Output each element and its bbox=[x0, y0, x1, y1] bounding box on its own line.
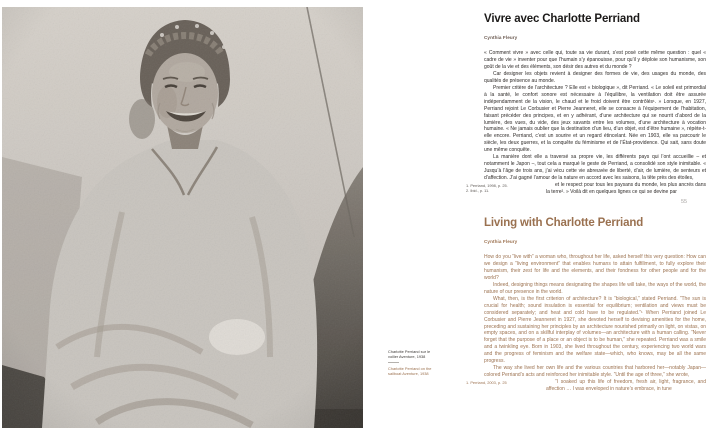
english-paragraph: The way she lived her own life and the various countries that harbored her—notably Japan—colored Perriand’s acts and reinforced her inimitable style. “Until the age of three,” she wrote, bbox=[484, 365, 706, 379]
footnote: 2. Ibid., p. 11. bbox=[466, 188, 490, 194]
right-page bbox=[363, 0, 720, 436]
french-body bbox=[466, 50, 706, 196]
photo-charlotte-perriand bbox=[2, 7, 363, 428]
french-lastrow bbox=[466, 182, 706, 196]
caption-divider bbox=[388, 362, 399, 363]
english-author: Cynthia Fleury bbox=[484, 239, 518, 244]
footnote: 1. Perriand, 2003, p. 25 bbox=[466, 380, 507, 386]
english-paragraph-continued: “I soaked up this life of freedom, fresh air, light, fragrance, and affection … I was enveloped in nature’s embrace, in tune bbox=[546, 379, 706, 393]
french-section bbox=[466, 12, 706, 196]
french-paragraph: Premier critère de l’architecture ? Elle est « biologique », dit Perriand. « Le soleil est primordial à la santé, le confort sonore est nécessaire à l’équilibre, la ventilation doit être assurée indépendamment de la vision, le chaud et le froid doivent être contrôlés¹. » Lorsque, en 1927, Perriand rejoint Le Corbusier et Pierre Jeanneret, elle se consacre à l’équipement de l’habitation, faisant précéder des principes, et en y adhérant, d’une architecture qui se nourrit d’abord de la lumière, des vues, du vide, des jeux savants entre les volumes, d’une architecture à vocation humaine. « Ne jamais oublier que la destination d’un lieu, d’un objet, est d’être humaine », répète-t-elle encore. Perriand, c’est un sourire et un regard étincelant. Née en 1903, elle va parcourir le siècle, les deux guerres, et la conquête du féminisme et de l’État-providence. Qui sait, sans doute une même conquête. bbox=[484, 84, 706, 154]
french-paragraph: « Comment vivre » avec celle qui, toute sa vie durant, s’est posé cette même question : quel « cadre de vie » inventer pour que l’humain s’y épanouisse, pour qu’il y déploie son humanisme, son goût de la vie et des éléments, son désir des autres et du monde ? bbox=[484, 50, 706, 70]
photo-caption-english: Charlotte Perriand on the sailboat Aventure, 1938 bbox=[388, 366, 432, 377]
photo-caption bbox=[388, 349, 436, 376]
photo-illustration bbox=[2, 7, 363, 428]
english-paragraph: What, then, is the first criterion of architecture? It is “biological,” stated Perriand. “The sun is crucial for health; sound insulation is essential for equilibrium; ventilation and views must be considered separately; and heat and cold have to be regulated.”¹ When Perriand joined Le Corbusier and Pierre Jeanneret in 1927, she devoted herself to devising amenities for the home, preceding and sustaining her principles by an architecture nourished primarily on light, on vistas, on empty spaces, and on a skillful interplay of volumes—an architecture with a human calling. “Never forget that the purpose of a place or an object is to be human,” she repeated. Perriand was a smile and a twinkling eye. Born in 1903, she lived throughout the century, experiencing two world wars and the progress of feminism and the welfare state—which, who knows, may be all the same progress. bbox=[484, 295, 706, 365]
french-paragraph: La manière dont elle a traversé sa propre vie, les différents pays qui l’ont accueillie – et notamment le Japon –, tout cela a marqué le geste de Perriand, a consolidé son style inimitable. « Jusqu’à l’âge de trois ans, j’ai vécu cette vie abreuvée de liberté, d’air, de lumière, de senteurs et d’affection. J’ai gagné l’amour de la nature en accord avec les saisons, la tête près des étoiles, bbox=[484, 154, 706, 182]
english-lastrow bbox=[466, 379, 706, 393]
english-body bbox=[466, 254, 706, 393]
page-number: 55 bbox=[681, 199, 688, 205]
english-title: Living with Charlotte Perriand bbox=[484, 217, 644, 229]
photo-caption-french: Charlotte Perriand sur le voilier Aventure, 1938 bbox=[388, 349, 431, 360]
french-paragraph: Car designer les objets revient à designer des formes de vie, des usages du monde, des qualités de présence au monde. bbox=[484, 70, 706, 84]
english-paragraph: Indeed, designing things means designating the shapes life will take, the ways of the world, the nature of our presence in the world. bbox=[484, 281, 706, 295]
french-footnotes bbox=[466, 182, 546, 196]
english-footnotes bbox=[466, 379, 546, 393]
english-paragraph: How do you “live with” a woman who, throughout her life, asked herself this very question: How can we design a “living environment” that enables humans to attain fulfillment, to fully explore their humanism, their zest for life and the elements, and their fondness for other people and for the world? bbox=[484, 254, 706, 281]
french-title: Vivre avec Charlotte Perriand bbox=[484, 13, 640, 25]
footnote: 1. Perriand, 1998, p. 25. bbox=[466, 183, 508, 189]
english-section bbox=[466, 216, 706, 393]
french-author: Cynthia Fleury bbox=[484, 35, 518, 40]
french-paragraph-continued: et le respect pour tous les paysans du monde, les plus ancrés dans la terre². » Voilà dit en quelques lignes ce qui se devine par bbox=[546, 182, 706, 196]
